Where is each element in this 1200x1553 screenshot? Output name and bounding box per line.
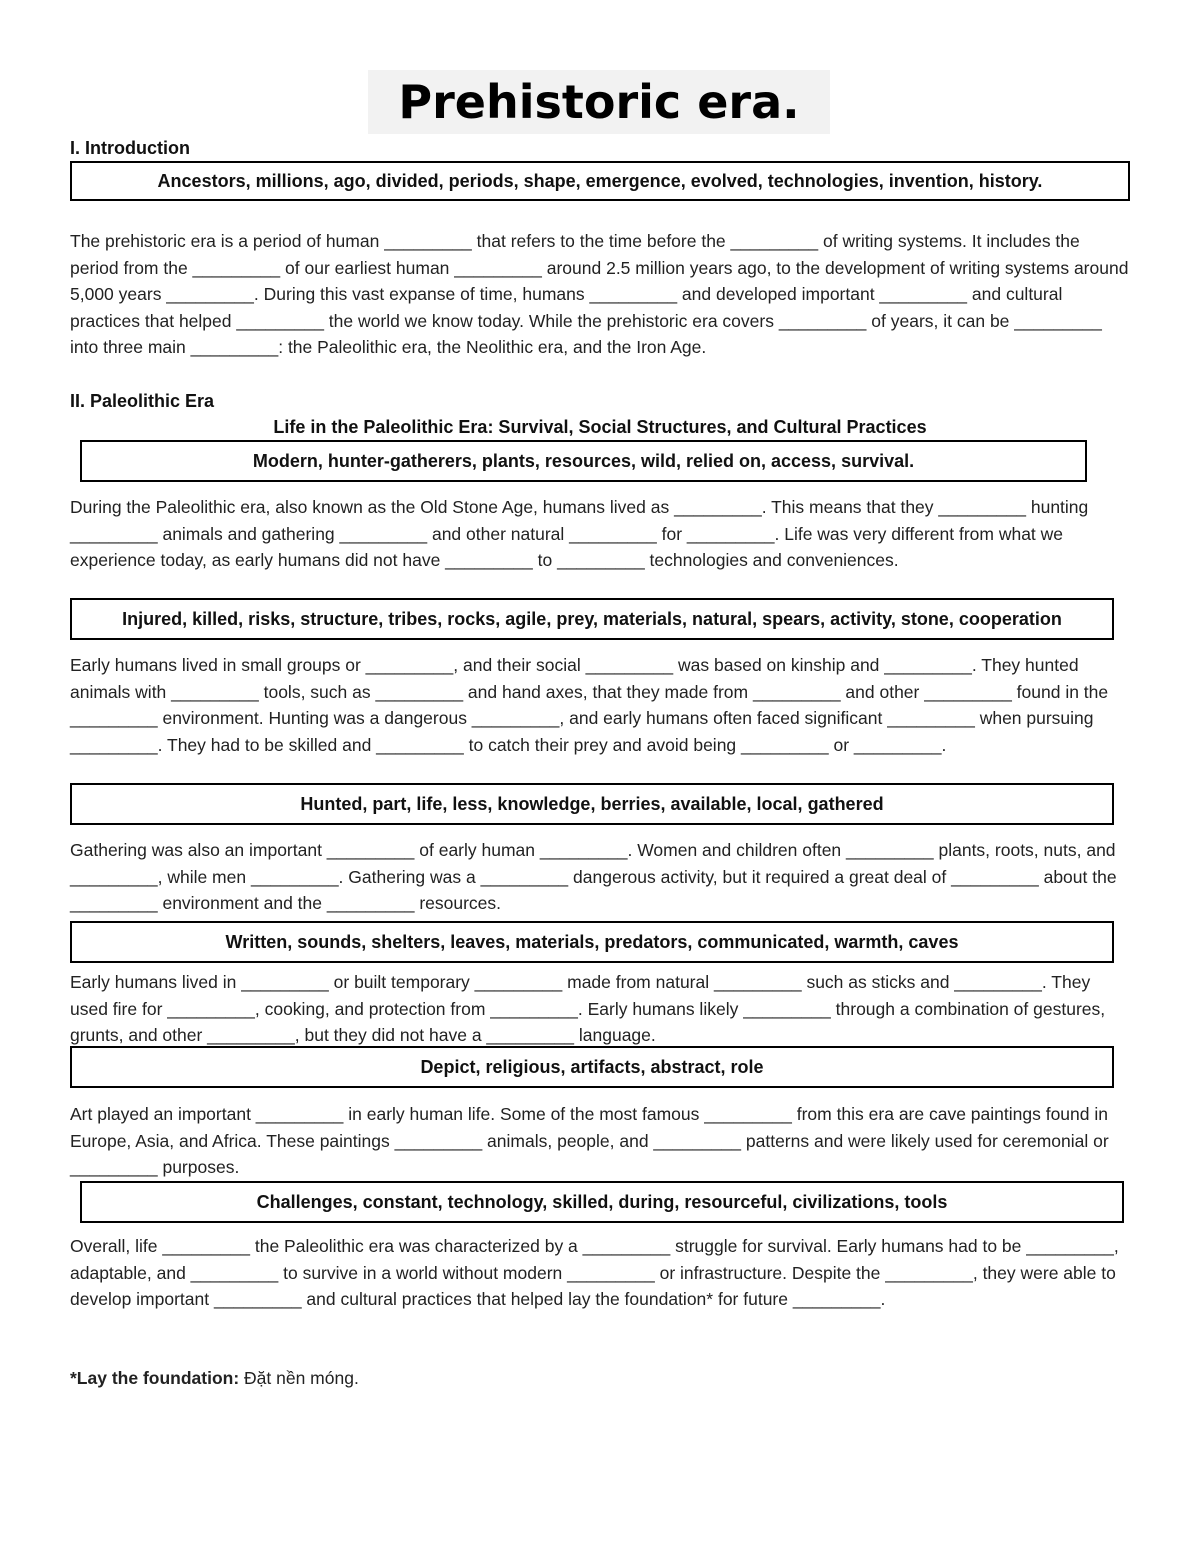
page-title: Prehistoric era. [368,70,830,134]
section-heading-introduction: I. Introduction [70,138,190,158]
footnote-translation: Đặt nền móng. [244,1368,359,1388]
word-bank-2: Injured, killed, risks, structure, tribes, rocks, agile, prey, materials, natural, spears, activity, stone, cooperation [70,598,1114,640]
word-bank-6: Challenges, constant, technology, skilled, during, resourceful, civilizations, tools [80,1181,1124,1223]
footnote-term: *Lay the foundation: [70,1368,240,1388]
paragraph-5: Art played an important _________ in early human life. Some of the most famous _________ from this era are cave paintings found in Europe, Asia, and Africa. These paintings _________ animals, people, and _________ patterns and were likely used for ceremonial or _________ purposes. [70,1104,1109,1178]
footnote [70,1366,359,1390]
word-bank-3: Hunted, part, life, less, knowledge, berries, available, local, gathered [70,783,1114,825]
paragraph-introduction: The prehistoric era is a period of human _________ that refers to the time before the _________ of writing systems. It includes the period from the _________ of our earliest human _________ around 2.5 million years ago, to the development of writing systems around 5,000 years _________. During this vast expanse of time, humans _________ and developed important _________ and cultural practices that helped _________ the world we know today. While the prehistoric era covers _________ of years, it can be _________ into three main _________: the Paleolithic era, the Neolithic era, and the Iron Age. [70,231,1129,358]
section-heading-paleolithic: II. Paleolithic Era [70,391,215,411]
paragraph-2: Early humans lived in small groups or _________, and their social _________ was based on kinship and _________. They hunted animals with _________ tools, such as _________ and hand axes, that they made from _________ and other _________ found in the _________ environment. Hunting was a dangerous _________, and early humans often faced significant _________ when pursuing _________. They had to be skilled and _________ to catch their prey and avoid being _________ or _________. [70,655,1109,755]
paragraph-4: Early humans lived in _________ or built temporary _________ made from natural _________ such as sticks and _________. They used fire for _________, cooking, and protection from _________. Early humans likely _________ through a combination of gestures, grunts, and other _________, but they did not have a _________ language. [70,972,1106,1046]
paragraph-1: During the Paleolithic era, also known as the Old Stone Age, humans lived as _________. This means that they _________ hunting _________ animals and gathering _________ and other natural _________ for _________. Life was very different from what we experience today, as early humans did not have _________ to _________ technologies and conveniences. [70,497,1089,571]
word-bank-1: Modern, hunter-gatherers, plants, resources, wild, relied on, access, survival. [80,440,1087,482]
section-subheading-paleolithic: Life in the Paleolithic Era: Survival, Social Structures, and Cultural Practices [273,417,927,437]
word-bank-4: Written, sounds, shelters, leaves, materials, predators, communicated, warmth, caves [70,921,1114,963]
paragraph-6: Overall, life _________ the Paleolithic era was characterized by a _________ struggle for survival. Early humans had to be _________, adaptable, and _________ to survive in a world without modern _________ or infrastructure. Despite the _________, they were able to develop important _________ and cultural practices that helped lay the foundation* for future _________. [70,1236,1119,1310]
paragraph-3: Gathering was also an important _________ of early human _________. Women and children often _________ plants, roots, nuts, and _________, while men _________. Gathering was a _________ dangerous activity, but it required a great deal of _________ about the _________ environment and the _________ resources. [70,840,1117,914]
word-bank-introduction: Ancestors, millions, ago, divided, periods, shape, emergence, evolved, technologies, invention, history. [70,161,1130,201]
word-bank-5: Depict, religious, artifacts, abstract, role [70,1046,1114,1088]
